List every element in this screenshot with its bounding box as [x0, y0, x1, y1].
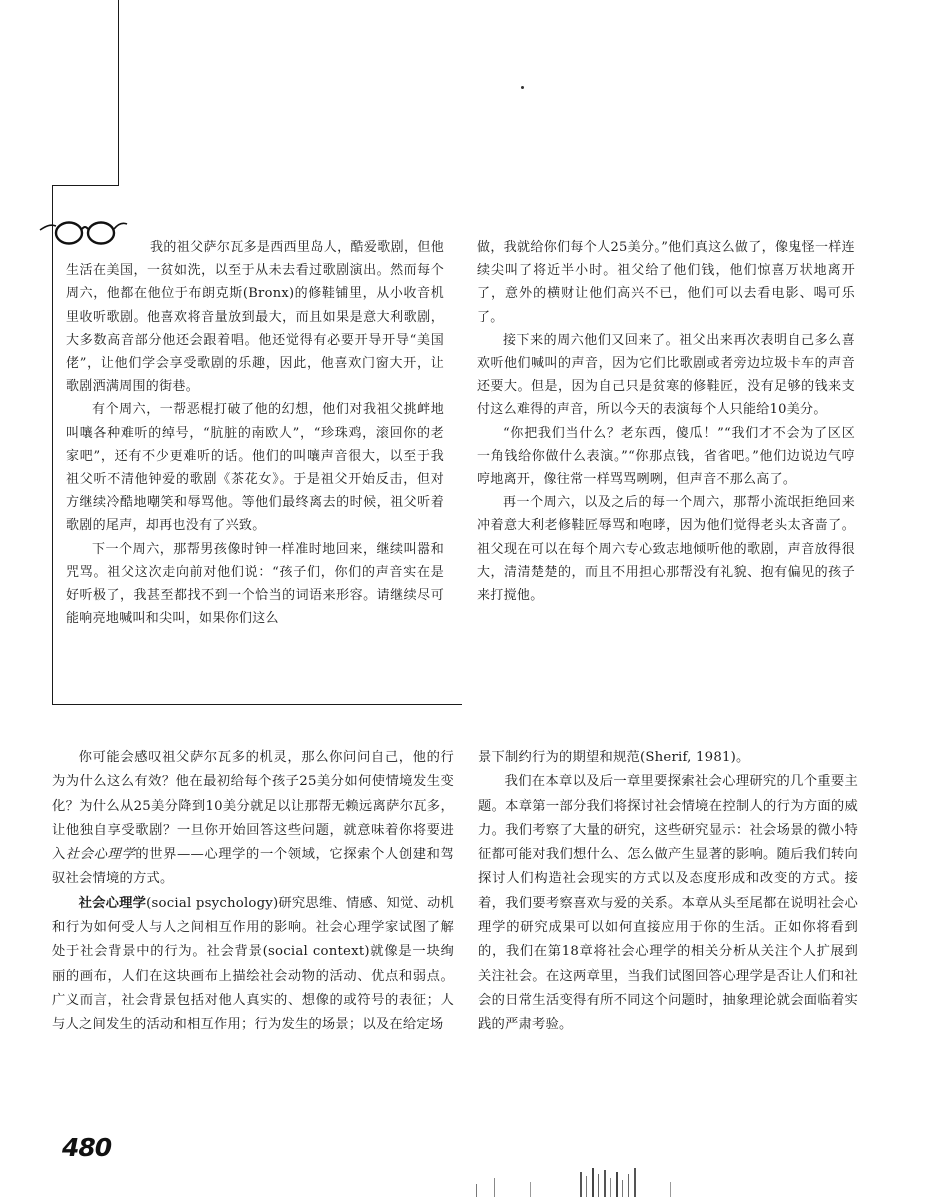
story-paragraph: 下一个周六，那帮男孩像时钟一样准时地回来，继续叫嚣和咒骂。祖父这次走向前对他们说：“孩子们，你们的声音实在是好听极了，我甚至都找不到一个恰当的词语来形容。请继续尽可能响亮地喊叫和尖叫，如果你们这么	[66, 541, 444, 627]
story-column-right	[477, 236, 855, 607]
story-column-left	[66, 236, 444, 630]
body-paragraph: 我们在本章以及后一章里要探索社会心理研究的几个重要主题。本章第一部分我们将探讨社会情境在控制人的行为方面的威力。我们考察了大量的研究，这些研究显示：社会场景的微小特征都可能对我们想什么、怎么做产生显著的影响。随后我们转向探讨人们构造社会现实的方式以及态度形成和改变的方式。接着，我们要考察喜欢与爱的关系。本章从头至尾都在说明社会心理学的研究成果可以如何直接应用于你的生活。正如你将看到的，我们在第18章将社会心理学的相关分析从关注个人扩展到关注社会。在这两章里，当我们试图回答心理学是否让人们和社会的日常生活变得有所不同这个问题时，抽象理论就会面临着实践的严肃考验。	[478, 774, 858, 1033]
scan-artifact	[470, 1168, 710, 1197]
emphasized-term: 社会心理学	[65, 847, 136, 863]
story-paragraph: 再一个周六，以及之后的每一个周六，那帮小流氓拒绝回来冲着意大利老修鞋匠辱骂和咆哮，因为他们觉得老头太吝啬了。祖父现在可以在每个周六专心致志地倾听他的歌剧，声音放得很大，清清楚楚的，而且不用担心那帮没有礼貌、抱有偏见的孩子来打搅他。	[477, 495, 855, 604]
body-paragraph: 社会心理学(social psychology)研究思维、情感、知觉、动机和行为如何受人与人之间相互作用的影响。社会心理学家试图了解处于社会背景中的行为。社会背景(social context)就像是一块绚丽的画布，人们在这块画布上描绘社会动物的活动、优点和弱点。广义而言，社会背景包括对他人真实的、想像的或符号的表征；人与人之间发生的活动和相互作用；行为发生的场景；以及在给定场	[52, 895, 455, 1033]
story-paragraph: 接下来的周六他们又回来了。祖父出来再次表明自己多么喜欢听他们喊叫的声音，因为它们比歌剧或者旁边垃圾卡车的声音还要大。但是，因为自己只是贫寒的修鞋匠，没有足够的钱来支付这么难得的声音，所以今天的表演每个人只能给10美分。	[477, 332, 855, 418]
frame-line-top	[118, 0, 119, 185]
scan-speck	[521, 86, 524, 89]
frame-line-bottom	[52, 704, 462, 705]
body-paragraph: 景下制约行为的期望和规范(Sherif, 1981)。	[478, 750, 750, 765]
body-paragraph: 你可能会感叹祖父萨尔瓦多的机灵，那么你问问自己，他的行为为什么这么有效？他在最初给每个孩子25美分如何使情境发生变化？为什么从25美分降到10美分就足以让那帮无赖远离萨尔瓦多，让他独自享受歌剧？一旦你开始回答这些问题，就意味着你将要进入社会心理学的世界——心理学的一个领域，它探索个人创建和驾驭社会情境的方式。	[52, 750, 454, 887]
story-paragraph: 做，我就给你们每个人25美分。”他们真这么做了，像鬼怪一样连续尖叫了将近半小时。祖父给了他们钱，他们惊喜万状地离开了，意外的横财让他们高兴不已，他们可以去看电影、喝可乐了。	[477, 240, 855, 325]
body-column-right	[478, 746, 858, 1038]
story-paragraph: 我的祖父萨尔瓦多是西西里岛人，酷爱歌剧，但他生活在美国，一贫如洗，以至于从未去看过歌剧演出。然而每个周六，他都在他位于布朗克斯(Bronx)的修鞋铺里，从小收音机里收听歌剧。他喜欢将音量放到最大，而且如果是意大利歌剧，大多数高音部分他还会跟着唱。他还觉得有必要开导开导“美国佬”，让他们学会享受歌剧的乐趣，因此，他喜欢门窗大开，让歌剧洒满周围的街巷。	[66, 240, 444, 395]
story-paragraph: 有个周六，一帮恶棍打破了他的幻想，他们对我祖父挑衅地叫嚷各种难听的绰号，“肮脏的南欧人”，“珍珠鸡，滚回你的老家吧”，还有不少更难听的话。他们的叫嚷声音很大，以至于我祖父听不清他钟爱的歌剧《茶花女》。于是祖父开始反击，但对方继续冷酷地嘲笑和辱骂他。等他们最终离去的时候，祖父听着歌剧的尾声，却再也没有了兴致。	[66, 402, 444, 534]
frame-line-left	[52, 185, 53, 705]
key-term: 社会心理学	[78, 895, 147, 911]
body-column-left	[52, 746, 454, 1038]
story-paragraph: “你把我们当什么？老东西，傻瓜！”“我们才不会为了区区一角钱给你做什么表演。”“你那点钱，省省吧。”他们边说边气哼哼地离开，像往常一样骂骂咧咧，但声音不那么高了。	[477, 425, 855, 488]
frame-line-corner	[52, 185, 119, 186]
page-number: 480	[62, 1133, 112, 1162]
